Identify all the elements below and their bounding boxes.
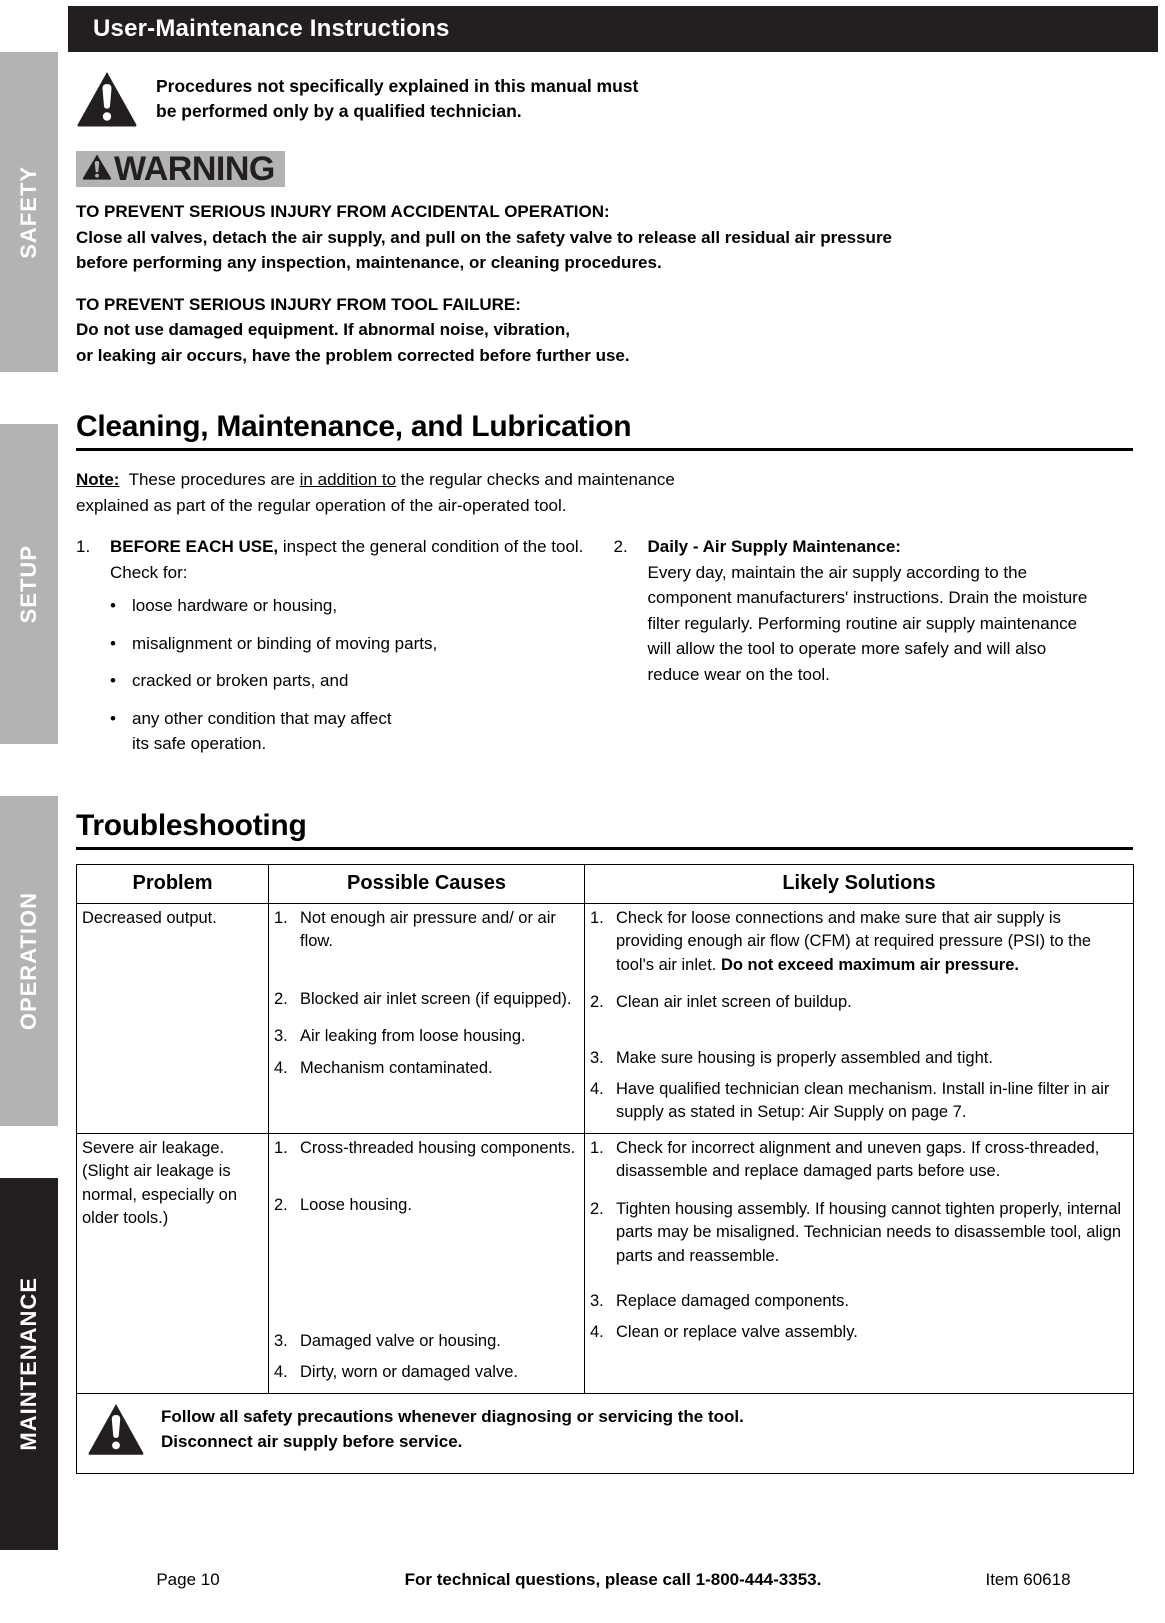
table-header-row bbox=[77, 864, 1134, 903]
cell-solutions bbox=[585, 903, 1134, 1133]
cleaning-item-1-lead: BEFORE EACH USE, bbox=[110, 537, 279, 556]
bullet-text: any other condition that may affect its safe operation. bbox=[132, 708, 392, 753]
troubleshooting-heading: Troubleshooting bbox=[76, 808, 307, 842]
cleaning-item-2-rest: Every day, maintain the air supply according to the component manufacturers' instructions. Drain the moisture filter regularly. Performing routine air supply maintenance will allow the tool to operate more safely and will also reduce wear on the tool. bbox=[647, 562, 1088, 684]
bullet-dot-icon: • bbox=[110, 671, 116, 690]
list-item bbox=[274, 988, 579, 1011]
cleaning-item-2 bbox=[614, 534, 1152, 769]
warning-triangle-icon bbox=[87, 1402, 145, 1463]
bullet-dot-icon: • bbox=[110, 633, 116, 653]
cleaning-item-1-rest: inspect the general condition of the tool. Check for: bbox=[110, 537, 584, 582]
warning-block2-line2: or leaking air occurs, have the problem corrected before further use. bbox=[76, 345, 630, 365]
cleaning-items bbox=[76, 534, 1151, 769]
cell-safety-note bbox=[77, 1393, 1134, 1473]
item-number: 3. bbox=[590, 1291, 604, 1310]
warning-block1-heading: TO PREVENT SERIOUS INJURY FROM ACCIDENTAL OPERATION: bbox=[76, 202, 610, 221]
item-text: Tighten housing assembly. If housing cannot tighten properly, internal parts may be misaligned. Technician needs to disassemble tool, align parts and reassemble. bbox=[616, 1199, 1122, 1265]
sidebar-tab-operation-label: OPERATION bbox=[16, 891, 41, 1031]
bullet-text: cracked or broken parts, and bbox=[132, 671, 349, 690]
sidebar-tab-setup-label: SETUP bbox=[16, 544, 41, 624]
list-item bbox=[590, 1290, 1128, 1313]
item-number: 1. bbox=[590, 1138, 604, 1157]
warning-text-block bbox=[76, 199, 1151, 368]
item-text: Clean air inlet screen of buildup. bbox=[616, 993, 852, 1012]
bullet-dot-icon: • bbox=[110, 708, 116, 728]
list-item bbox=[274, 1330, 579, 1353]
item-number: Item 60618 bbox=[985, 1570, 1071, 1589]
item-text: Blocked air inlet screen (if equipped). bbox=[300, 989, 572, 1008]
warning-block1-line1: Close all valves, detach the air supply, and pull on the safety valve to release all residual air pressure bbox=[76, 227, 893, 247]
item-text: Not enough air pressure and/ or air flow. bbox=[300, 908, 556, 951]
item-number: 3. bbox=[274, 1331, 288, 1350]
cell-problem: Severe air leakage. (Slight air leakage is normal, especially on older tools.) bbox=[77, 1133, 269, 1393]
table-row bbox=[77, 903, 1134, 1133]
warning-spacer bbox=[76, 276, 1151, 292]
item-number: 3. bbox=[590, 1048, 604, 1067]
sidebar-tab-operation[interactable] bbox=[0, 796, 58, 1126]
sidebar-tab-safety-label: SAFETY bbox=[16, 165, 41, 259]
item-number: 4. bbox=[590, 1323, 604, 1342]
sidebar-tab-maintenance[interactable] bbox=[0, 1178, 58, 1550]
item-text: Cross-threaded housing components. bbox=[300, 1138, 576, 1157]
sidebar-tab-safety[interactable] bbox=[0, 52, 58, 372]
list-item bbox=[590, 907, 1128, 977]
list-item bbox=[590, 1321, 1128, 1344]
column-header-possible-causes: Possible Causes bbox=[269, 864, 585, 903]
bullet-text: loose hardware or housing, bbox=[132, 596, 338, 615]
section-tab-rail bbox=[0, 0, 58, 1623]
note-label: Note: bbox=[76, 470, 120, 489]
item-number: 1. bbox=[274, 908, 288, 927]
warning-block2-heading: TO PREVENT SERIOUS INJURY FROM TOOL FAILURE: bbox=[76, 294, 521, 314]
note-text-b: the regular checks and maintenance bbox=[400, 470, 675, 489]
cleaning-item-2-number: 2. bbox=[613, 537, 628, 556]
list-item bbox=[274, 1361, 579, 1384]
cleaning-section-heading: Cleaning, Maintenance, and Lubrication bbox=[76, 410, 632, 443]
table-row bbox=[77, 1133, 1134, 1393]
item-text: Clean or replace valve assembly. bbox=[616, 1323, 858, 1342]
table-footer-row bbox=[77, 1393, 1134, 1473]
warning-badge-label: WARNING bbox=[114, 150, 275, 188]
cleaning-note bbox=[76, 467, 1151, 518]
warning-badge bbox=[76, 151, 285, 187]
item-text: Check for incorrect alignment and uneven gaps. If cross-threaded, disassemble and replace damaged parts before use. bbox=[616, 1138, 1100, 1181]
cleaning-item-1 bbox=[76, 534, 614, 769]
safety-note-text bbox=[161, 1402, 744, 1455]
bullet-item bbox=[110, 631, 614, 657]
item-text: Have qualified technician clean mechanism. Install in-line filter in air supply as stated in Setup: Air Supply on page 7. bbox=[616, 1080, 1110, 1122]
notice-line-2: be performed only by a qualified technician. bbox=[156, 101, 522, 122]
safety-note-line-1: Follow all safety precautions whenever diagnosing or servicing the tool. bbox=[161, 1406, 744, 1426]
cell-causes bbox=[269, 1133, 585, 1393]
bullet-item bbox=[110, 668, 614, 694]
item-number: 1. bbox=[590, 908, 604, 927]
page-content bbox=[76, 62, 1151, 1474]
list-item bbox=[274, 1025, 579, 1048]
item-number: 4. bbox=[274, 1058, 288, 1077]
sidebar-tab-maintenance-label: MAINTENANCE bbox=[16, 1277, 41, 1451]
bullet-text: misalignment or binding of moving parts, bbox=[132, 633, 438, 653]
cell-solutions bbox=[585, 1133, 1134, 1393]
page-title: User-Maintenance Instructions bbox=[93, 15, 450, 42]
sidebar-tab-setup[interactable] bbox=[0, 424, 58, 744]
item-text: Dirty, worn or damaged valve. bbox=[300, 1363, 518, 1382]
note-line-2: explained as part of the regular operation of the air-operated tool. bbox=[76, 495, 567, 515]
notice-line-1: Procedures not specifically explained in this manual must bbox=[156, 76, 639, 96]
bullet-item bbox=[110, 706, 410, 757]
note-text-a: These procedures are bbox=[128, 470, 295, 489]
notice-block bbox=[76, 70, 1151, 133]
bullet-item bbox=[110, 593, 614, 619]
item-number: 2. bbox=[274, 1196, 288, 1215]
page-footer bbox=[58, 1570, 1148, 1590]
item-text: Loose housing. bbox=[300, 1196, 412, 1215]
item-text-main: Check for loose connections and make sure that air supply is providing enough air flow (CFM) at required pressure (PSI) to the tool's air inlet. bbox=[616, 908, 1092, 974]
item-number: 2. bbox=[274, 989, 288, 1008]
warning-triangle-icon bbox=[76, 70, 138, 133]
warning-badge-triangle-icon bbox=[82, 153, 112, 186]
item-number: 4. bbox=[274, 1363, 288, 1382]
list-item bbox=[590, 991, 1128, 1014]
cleaning-item-2-lead: Daily - Air Supply Maintenance: bbox=[647, 537, 901, 556]
cell-causes bbox=[269, 903, 585, 1133]
list-item bbox=[590, 1078, 1128, 1125]
list-item bbox=[274, 1194, 579, 1217]
tech-questions-text: For technical questions, please call 1-800-444-3353. bbox=[404, 1570, 822, 1589]
troubleshooting-rule bbox=[76, 847, 1133, 850]
list-item bbox=[274, 1057, 579, 1080]
page-number: Page 10 bbox=[156, 1570, 220, 1589]
warning-block2-line1: Do not use damaged equipment. If abnormal noise, vibration, bbox=[76, 320, 571, 339]
item-text bbox=[616, 907, 1128, 977]
cleaning-item-2-text bbox=[648, 534, 1093, 687]
list-item bbox=[590, 1198, 1128, 1268]
warning-block1-line2: before performing any inspection, maintenance, or cleaning procedures. bbox=[76, 253, 662, 272]
bullet-dot-icon: • bbox=[110, 596, 116, 615]
column-header-problem: Problem bbox=[77, 864, 269, 903]
item-number: 3. bbox=[274, 1027, 288, 1046]
notice-text bbox=[156, 70, 638, 125]
troubleshooting-table bbox=[76, 864, 1134, 1474]
item-text-bold-tail: Do not exceed maximum air pressure. bbox=[720, 955, 1019, 974]
cleaning-item-1-text bbox=[110, 534, 614, 585]
list-item bbox=[590, 1047, 1128, 1070]
item-number: 2. bbox=[590, 1199, 604, 1218]
page-title-bar bbox=[68, 6, 1158, 52]
page-body bbox=[58, 0, 1165, 1623]
item-text: Make sure housing is properly assembled and tight. bbox=[616, 1048, 993, 1067]
item-text: Replace damaged components. bbox=[616, 1291, 849, 1310]
note-underlined-phrase: in addition to bbox=[299, 470, 397, 489]
item-text: Mechanism contaminated. bbox=[300, 1058, 493, 1077]
cleaning-item-1-number: 1. bbox=[76, 537, 91, 556]
item-number: 2. bbox=[590, 993, 604, 1012]
column-header-likely-solutions: Likely Solutions bbox=[585, 864, 1134, 903]
cleaning-section-rule bbox=[76, 448, 1133, 451]
item-number: 4. bbox=[590, 1080, 604, 1098]
list-item bbox=[590, 1137, 1128, 1184]
item-text: Damaged valve or housing. bbox=[300, 1331, 501, 1350]
list-item bbox=[274, 907, 579, 954]
cell-problem: Decreased output. bbox=[77, 903, 269, 1133]
safety-note-line-2: Disconnect air supply before service. bbox=[161, 1432, 463, 1452]
cleaning-item-1-bullets bbox=[110, 593, 614, 757]
list-item bbox=[274, 1137, 579, 1160]
item-text: Air leaking from loose housing. bbox=[300, 1027, 526, 1046]
item-number: 1. bbox=[274, 1138, 288, 1157]
